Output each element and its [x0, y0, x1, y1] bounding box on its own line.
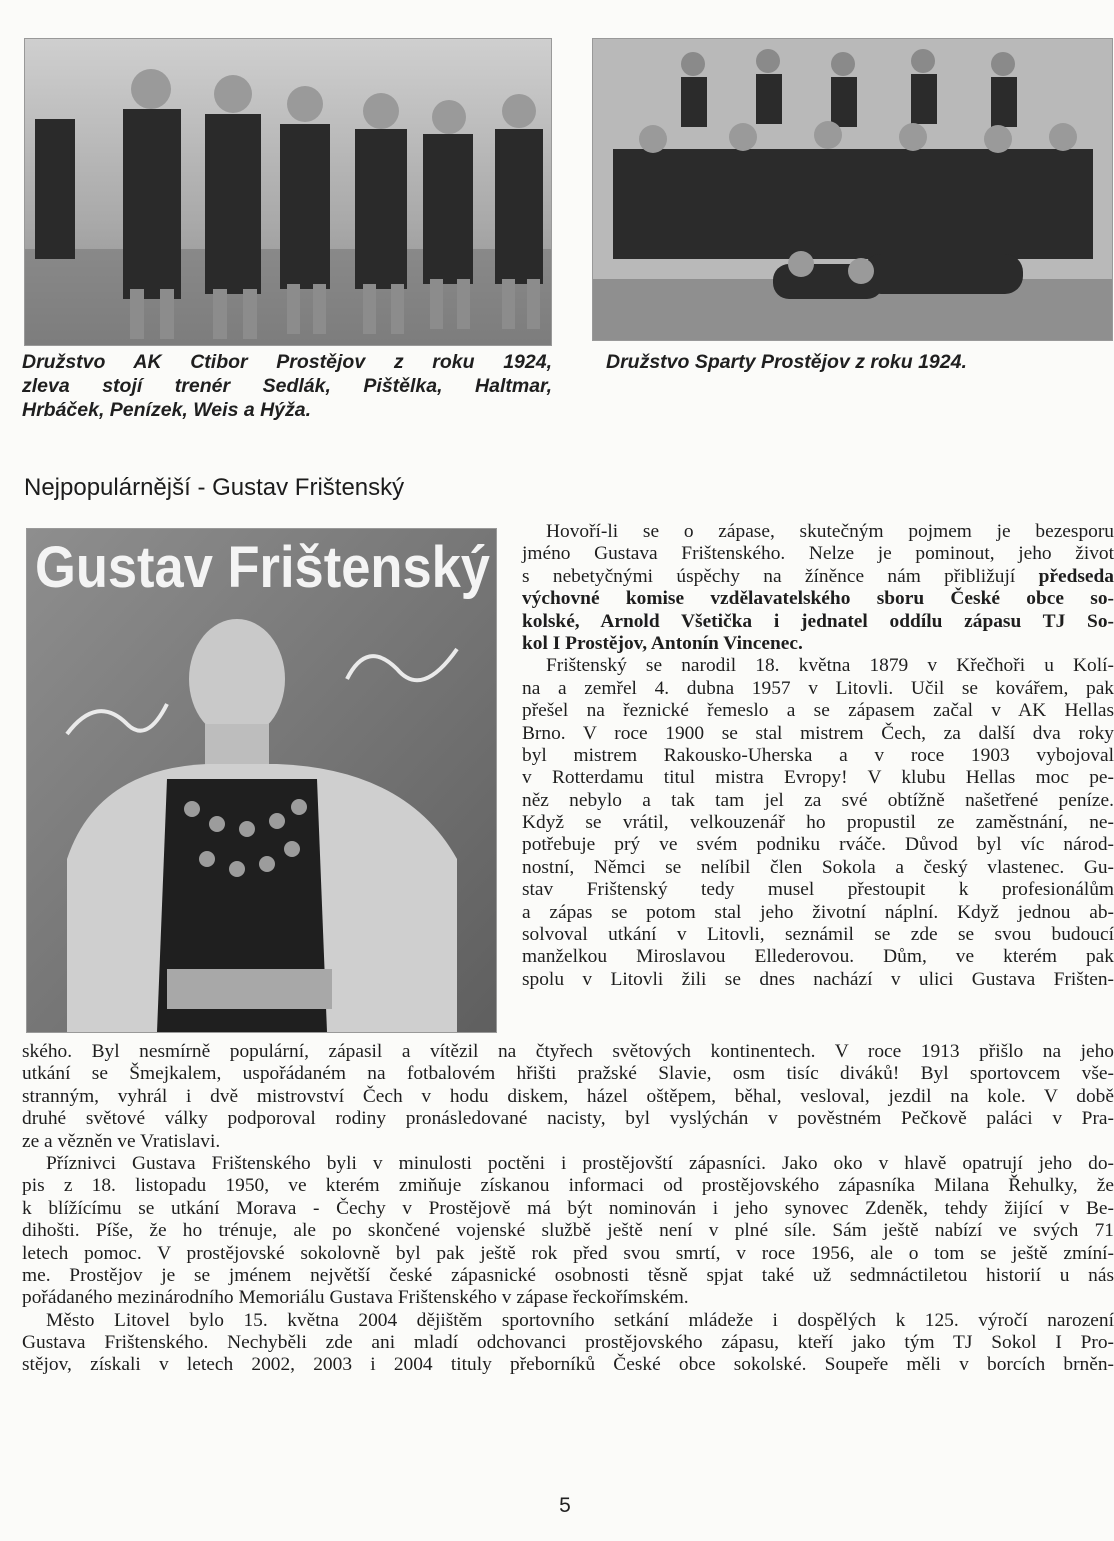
text-line — [22, 1220, 1114, 1242]
text-line — [522, 543, 1114, 565]
text-line — [522, 767, 1114, 789]
text-run: me. Prostějov je se jménem největší české zápasnické osobnosti těsně spjat také už sedmnáctiletou historií u nás — [22, 1264, 1114, 1286]
text-line — [22, 1198, 1114, 1220]
caption-line: Hrbáček, Penízek, Weis a Hýža. — [22, 399, 312, 421]
text-line — [22, 1354, 1114, 1376]
team-photo-ak-ctibor-caption — [22, 350, 552, 422]
fristensky-portrait-image — [27, 529, 496, 1032]
fristensky-portrait-photo — [26, 528, 497, 1033]
text-line — [22, 1175, 1114, 1197]
text-run: k blížícímu se utkání Morava - Čechy v Prostějově má být nominován i jeho synovec Zdeněk, tehdy žijící v Be- — [22, 1197, 1114, 1219]
text-run: přešel na řeznické řemeslo a se zápasem začal v AK Hellas — [522, 700, 1114, 722]
text-run: pis z 18. listopadu 1950, ve kterém zmiňuje získanou informaci od prostějovského zápasníka Milana Řehulky, že — [22, 1175, 1114, 1197]
text-run: Hovoří-li se o zápase, skutečným pojmem je bezesporu — [546, 521, 1114, 542]
text-run: solvoval utkání v Litovli, seznámil se zde se svou budoucí — [522, 924, 1114, 946]
text-run: ského. Byl nesmírně populární, zápasil a vítězil na čtyřech světových kontinentech. V roce 1913 přišlo na jeho — [22, 1041, 1114, 1062]
caption-line: Družstvo AK Ctibor Prostějov z roku 1924, — [22, 351, 552, 373]
text-run: pořádaného mezinárodního Memoriálu Gustava Frištenského v zápase řeckořímském. — [22, 1287, 689, 1309]
text-run: ze a vězněn ve Vratislavi. — [22, 1130, 221, 1152]
text-run: stranným, vyhrál i dvě mistrovství Čech v hodu diskem, házel oštěpem, běhal, vesloval, jezdil na kole. V době — [22, 1085, 1114, 1107]
article-body-text — [22, 1041, 1114, 1377]
text-run: manželkou Miroslavou Ellederovou. Dům, ve kterém pak — [522, 946, 1114, 968]
text-line — [522, 902, 1114, 924]
bold-text-run: kolské, Arnold Všetička i jednatel oddílu zápasu TJ So- — [522, 610, 1114, 632]
text-run: druhé světové války podporoval rodiny pronásledované nacisty, byl vyslýchán v pověstném Pečkově paláci v Pra- — [22, 1108, 1114, 1130]
text-line — [22, 1332, 1114, 1354]
text-line — [522, 611, 1114, 633]
text-line — [522, 969, 1114, 991]
text-line — [22, 1086, 1114, 1108]
text-run: Brno. V roce 1900 se stal mistrem Čech, za další dva roky — [522, 722, 1114, 744]
text-run: stav Frištenský tedy musel přestoupit k profesionálům — [522, 879, 1114, 901]
article-column-text — [522, 521, 1114, 991]
team-photo-ak-ctibor — [24, 38, 552, 346]
text-run: spolu v Litovli žili se dnes nachází v ulici Gustava Frišten- — [522, 968, 1114, 990]
portrait-banner-text: Gustav Frištenský — [35, 535, 490, 600]
text-line — [522, 812, 1114, 834]
text-line — [22, 1153, 1114, 1175]
section-heading: Nejpopulárnější - Gustav Frištenský — [24, 474, 405, 501]
text-run: s nebetyčnými úspěchy na žíněnce nám přibližují — [522, 565, 1039, 587]
text-run: a zápas se potom stal jeho životní náplní. Když jednou ab- — [522, 901, 1114, 923]
text-line — [22, 1131, 1114, 1153]
text-run: v Rotterdamu titul mistra Evropy! V klubu Hellas moc pe- — [522, 767, 1114, 789]
text-line — [522, 678, 1114, 700]
text-line — [22, 1041, 1114, 1063]
text-line — [522, 946, 1114, 968]
text-line — [22, 1243, 1114, 1265]
text-line — [522, 566, 1114, 588]
text-line — [522, 834, 1114, 856]
text-line — [522, 924, 1114, 946]
text-run: Příznivci Gustava Frištenského byli v minulosti poctěni i prostějovští zápasníci. Jako oko v hlavě opatrují jeho do- — [46, 1152, 1114, 1174]
text-line — [22, 1310, 1114, 1332]
bold-text-run: kol I Prostějov, Antonín Vincenec. — [522, 632, 803, 654]
text-run: Frištenský se narodil 18. května 1879 v Křečhoři u Kolí- — [546, 655, 1114, 677]
text-line — [522, 857, 1114, 879]
caption-line: zleva stojí trenér Sedlák, Pištělka, Haltmar, — [22, 375, 552, 397]
text-run: na a zemřel 4. dubna 1957 v Litovli. Učil se kovářem, pak — [522, 677, 1114, 699]
bold-text-run: výchovné komise vzdělavatelského sboru České obce so- — [522, 588, 1114, 610]
text-line — [522, 588, 1114, 610]
text-line — [522, 723, 1114, 745]
text-line — [522, 745, 1114, 767]
text-run: dihošti. Píše, že ho trénuje, ale po skončené vojenské službě ještě není v plné síle. Sám ještě nabízí ve svých 71 — [22, 1220, 1114, 1242]
text-line — [522, 700, 1114, 722]
text-run: něz nebylo a tak tam jel za své obtížně našetřené peníze. — [522, 789, 1114, 811]
text-line — [22, 1287, 1114, 1309]
team-photo-sparta-caption: Družstvo Sparty Prostějov z roku 1924. — [606, 351, 967, 373]
text-run: nostní, Němci se nelíbil člen Sokola a český vlastenec. Gu- — [522, 856, 1114, 878]
text-line — [22, 1063, 1114, 1085]
team-photo-sparta-image — [593, 39, 1112, 340]
text-run: Gustava Frištenského. Nechyběli zde ani mladí odchovanci prostějovského zápasu, kteří jako tým TJ Sokol I Pro- — [22, 1332, 1114, 1354]
text-run: Město Litovel bylo 15. května 2004 dějištěm sportovního setkání mládeže i dospělých k 125. výročí narození — [46, 1309, 1114, 1331]
text-line — [522, 790, 1114, 812]
team-photo-sparta — [592, 38, 1113, 341]
text-run: byl mistrem Rakousko-Uherska a v roce 1903 vybojoval — [522, 744, 1114, 766]
text-line — [522, 879, 1114, 901]
bold-text-run: předseda — [1038, 565, 1114, 587]
text-line — [522, 521, 1114, 543]
text-run: letech pomoc. V prostějovské sokolovně byl pak ještě rok před svou smrtí, v roce 1956, ale o tom se ještě zmíní- — [22, 1242, 1114, 1264]
team-photo-ak-ctibor-image — [25, 39, 551, 345]
text-line — [522, 633, 1114, 655]
text-run: utkání se Šmejkalem, uspořádaném na fotbalovém hřišti pražské Slavie, osm tisíc diváků! Byl sportovcem vše- — [22, 1063, 1114, 1085]
text-run: Když se vrátil, velkouzenář ho propustil ze zaměstnání, ne- — [522, 812, 1114, 834]
text-run: jméno Gustava Frištenského. Nelze je pominout, jeho život — [522, 543, 1114, 565]
text-line — [522, 655, 1114, 677]
text-run: potřebuje prý ve svém podniku rváče. Důvod byl víc národ- — [522, 834, 1114, 856]
text-line — [22, 1265, 1114, 1287]
text-line — [22, 1108, 1114, 1130]
text-run: stějov, získali v letech 2002, 2003 i 2004 tituly přeborníků České obce sokolské. Soupeře měli v borcích brněn- — [22, 1354, 1114, 1376]
page-number: 5 — [559, 1494, 571, 1517]
